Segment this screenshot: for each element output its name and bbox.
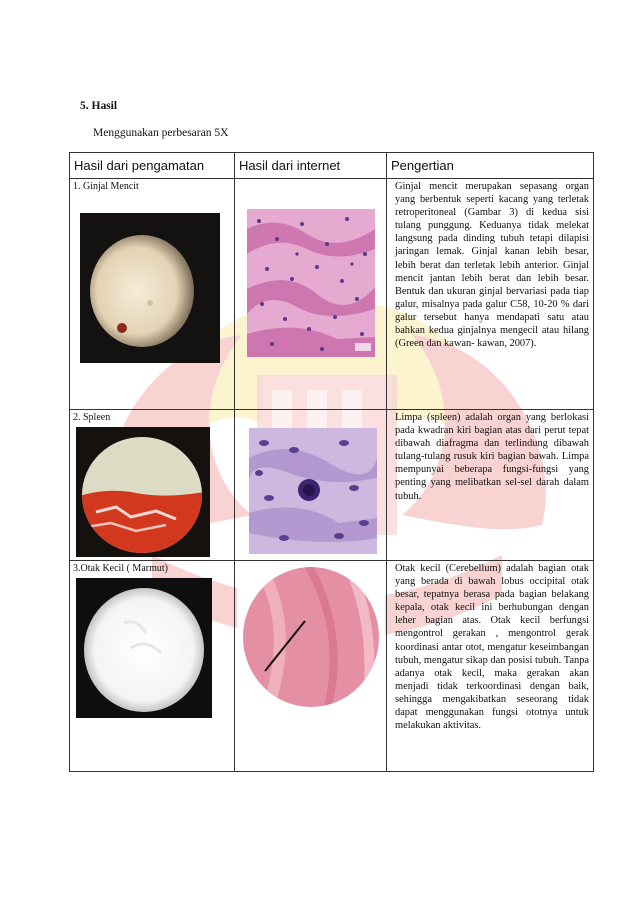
definition-text: Otak kecil (Cerebellum) adalah bagian otak yang berada di bawah lobus occipital otak besar, tepatnya berasa pada bagian belakang kepala, otak kecil ini berhubungan dengan leher bagian atas. Otak kecil berfungsi mengontrol gerakan , mengontrol gerak koordinasi antar otot, mengatur keseimbangan tubuh, mengatur sikap dan posisi tubuh. Tanpa adanya otak kecil, maka gerakan akan menjadi tidak terkoordinasi dengan baik, sehingga mengakibatkan seseorang tidak dapat menggunakan fungsi ototnya untuk melakukan aktivitas. — [395, 563, 589, 732]
row-label: 3.Otak Kecil ( Marmut) — [73, 563, 168, 574]
definition-text: Ginjal mencit merupakan sepasang organ yang berbentuk seperti kacang yang terletak retroperitoneal (Gambar 3) di kedua sisi tulang punggung. Keduanya tidak melekat langsung pada dinding tubuh tetapi dilapisi jaringan lemak. Ginjal kanan lebih besar, lebih berat dan terletak lebih anterior. Ginjal mencit jantan lebih berat dan lebih besar. Bentuk dan ukuran ginjal bervariasi pada tiap galur, misalnya pada galur C58, 10-20 % dari galur tersebut hanya mendapati satu atau bahkan kedua ginjalnya mengecil atau hilang (Green dan kawan- kawan, 2007). — [395, 181, 589, 350]
histology-image — [247, 209, 375, 357]
microscope-view-image — [76, 578, 212, 718]
histology-image — [249, 428, 377, 554]
microscope-view-image — [80, 213, 220, 363]
header-internet: Hasil dari internet — [235, 153, 387, 179]
results-table — [69, 152, 594, 772]
section-heading: 5. Hasil — [80, 100, 118, 112]
table-header-row — [70, 153, 594, 179]
table-row — [70, 179, 594, 410]
header-observation: Hasil dari pengamatan — [70, 153, 235, 179]
magnification-note: Menggunakan perbesaran 5X — [93, 127, 229, 139]
row-label: 1. Ginjal Mencit — [73, 181, 139, 192]
table-row — [70, 410, 594, 561]
definition-text: Limpa (spleen) adalah organ yang berlokasi pada kwadran kiri bagian atas dari perut tepat dibawah diafragma dan terlindung dibawah tulang-tulang rusuk kiri bagian bawah. Limpa mempunyai beberapa fungsi-fungsi yang penting yang melibatkan sel-sel darah dalam tubuh. — [395, 412, 589, 502]
header-definition: Pengertian — [387, 153, 594, 179]
row-label: 2. Spleen — [73, 412, 111, 423]
histology-image — [237, 563, 385, 711]
table-row — [70, 561, 594, 772]
microscope-view-image — [76, 427, 210, 557]
